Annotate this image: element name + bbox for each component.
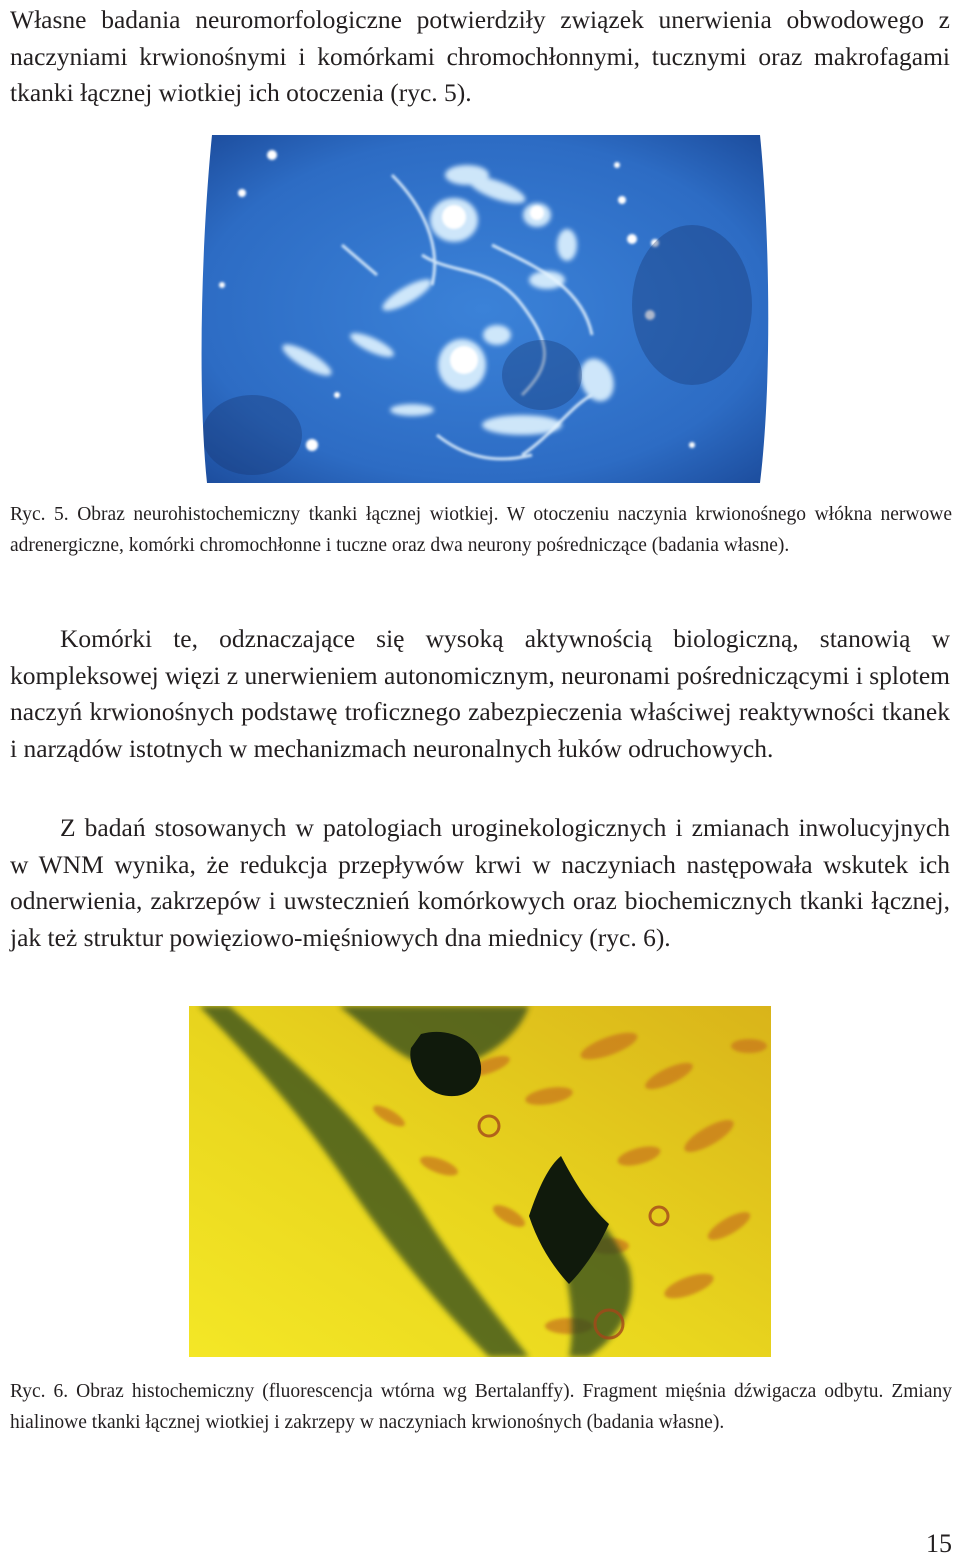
figure-5-caption: Ryc. 5. Obraz neurohistochemiczny tkanki łącznej wiotkiej. W otoczeniu naczynia krwionośnego włókna nerwowe adrenergiczne, komórki chromochłonne i tuczne oraz dwa neurony pośredniczące (badania własne). <box>10 504 952 556</box>
figure-5-micrograph <box>192 135 774 483</box>
paragraph-3: Z badań stosowanych w patologiach uroginekologicznych i zmianach inwolucyjnych w WNM wynika, że redukcja przepływów krwi w naczyniach następowała wskutek ich odnerwienia, zakrzepów i uwstecznień komórkowych oraz biochemicznych tkanki łącznej, jak też struktur powięziowo-mięśniowych dna miednicy (ryc. 6). <box>10 813 950 952</box>
paragraph-2: Komórki te, odznaczające się wysoką aktywnością biologiczną, stanowią w kompleksowej więzi z unerwieniem autonomicznym, neuronami pośredniczącymi i splotem naczyń krwionośnych podstawę troficznego zabezpieczenia właściwej reaktywności tkanek i narządów istotnych w mechanizmach neuronalnych łuków odruchowych. <box>10 624 950 763</box>
figure-6-micrograph <box>189 1006 771 1357</box>
page-number: 15 <box>926 1529 952 1558</box>
paragraph-1: Własne badania neuromorfologiczne potwierdziły związek unerwienia obwodowego z naczyniami krwionośnymi i komórkami chromochłonnymi, tucznymi oraz makrofagami tkanki łącznej wiotkiej ich otoczenia (ryc. 5). <box>10 5 950 107</box>
figure-6-caption: Ryc. 6. Obraz histochemiczny (fluorescencja wtórna wg Bertalanffy). Fragment mięśnia dźwigacza odbytu. Zmiany hialinowe tkanki łącznej wiotkiej i zakrzepy w naczyniach krwionośnych (badania własne). <box>10 1381 952 1433</box>
